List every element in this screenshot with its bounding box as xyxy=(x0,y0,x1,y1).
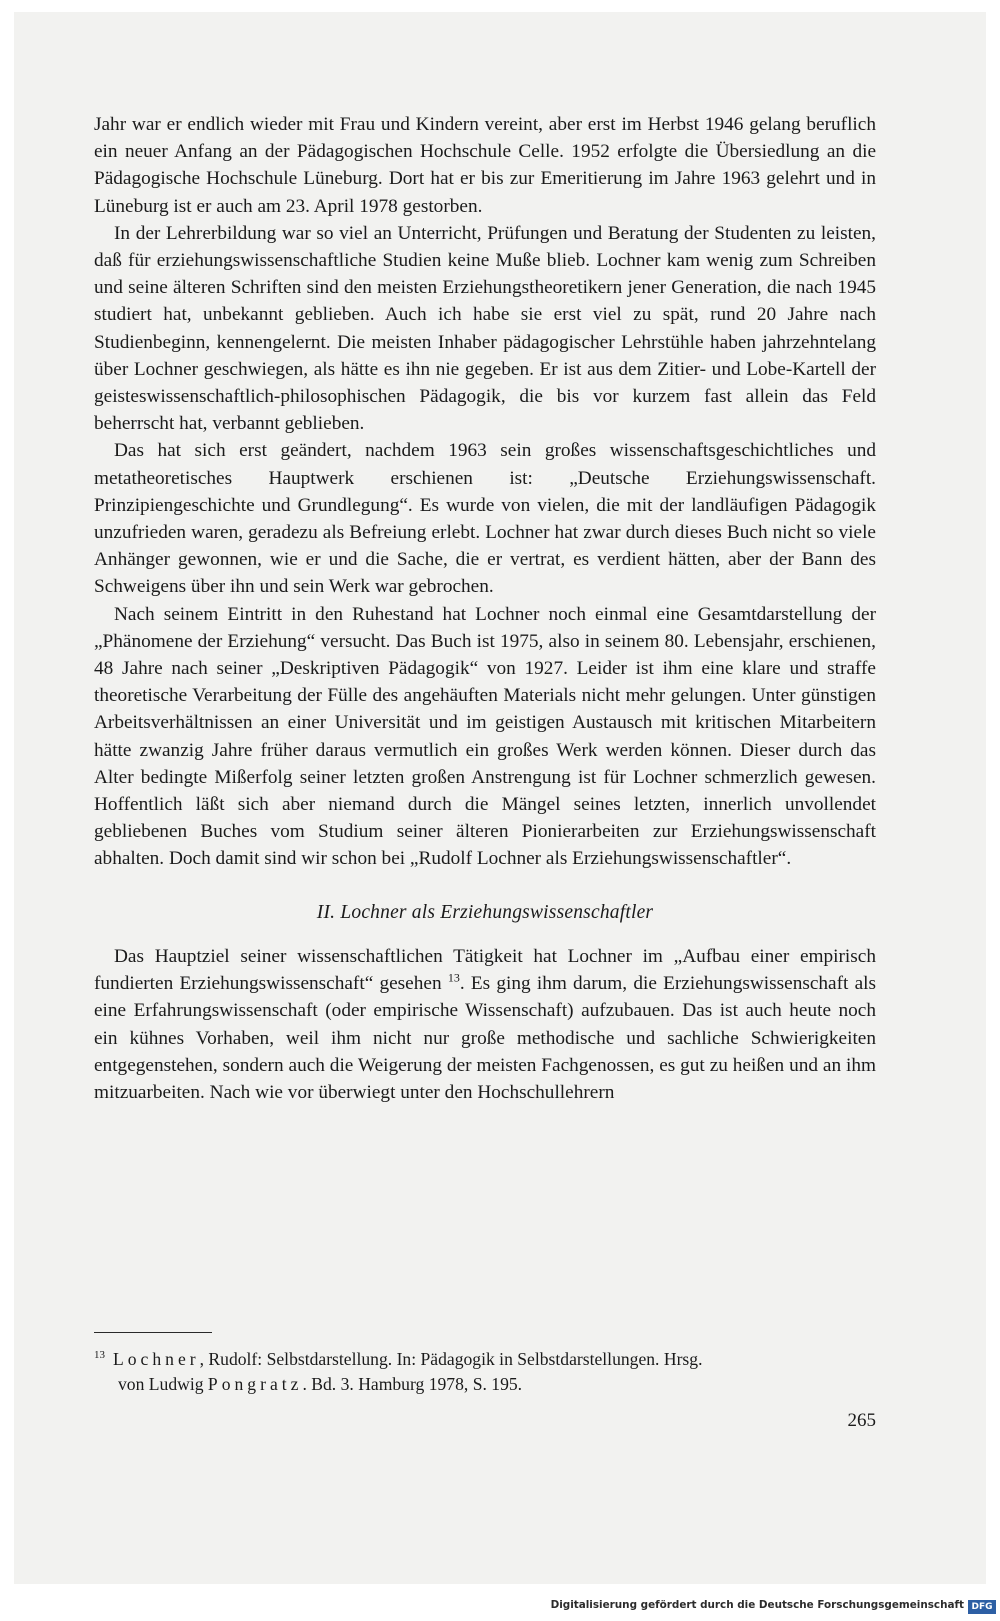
page-number: 265 xyxy=(847,1410,876,1431)
paragraph xyxy=(94,943,876,1106)
paragraph: Nach seinem Eintritt in den Ruhestand hat Lochner noch einmal eine Gesamtdarstellung der „Phänomene der Erziehung“ versucht. Das Buch ist 1975, also in seinem 80. Lebensjahr, erschienen, 48 Jahre nach seiner „Deskriptiven Pädagogik“ von 1927. Leider ist ihm eine klare und straffe theoretische Verarbeitung der Fülle des angehäuften Materials nicht mehr gelungen. Unter günstigen Arbeitsverhältnissen an einer Universität und im geistigen Austausch mit kritischen Mitarbeitern hätte zwanzig Jahre früher daraus vermutlich ein großes Werk werden können. Dieser durch das Alter bedingte Mißerfolg seiner letzten großen Anstrengung ist für Lochner schmerzlich gewesen. Hoffentlich läßt sich aber niemand durch die Mängel seines letzten, innerlich unvollendet gebliebenen Buches vom Studium seiner älteren Pionierarbeiten zur Erziehungswissenschaft abhalten. Doch damit sind wir schon bei „Rudolf Lochner als Erziehungswissenschaftler“. xyxy=(94,603,876,870)
paragraph: In der Lehrerbildung war so viel an Unterricht, Prüfungen und Beratung der Studenten zu leisten, daß für erziehungswissenschaftliche Studien keine Muße blieb. Lochner kam wenig zum Schreiben und seine älteren Schriften sind den meisten Erziehungstheoretikern jener Generation, die nach 1945 studiert hat, unbekannt geblieben. Auch ich habe sie erst viel zu spät, rund 20 Jahre nach Studienbeginn, kennengelernt. Die meisten Inhaber pädagogischer Lehrstühle haben jahrzehntelang über Lochner geschwiegen, als hätte es ihn nie gegeben. Er ist aus dem Zitier- und Lobe-Kartell der geisteswissenschaftlich-philosophischen Pädagogik, die bis vor kurzem fast allein das Feld beherrscht hat, verbannt geblieben. xyxy=(94,222,876,435)
footnote-text: . Bd. 3. Hamburg 1978, S. 195. xyxy=(302,1374,523,1394)
paragraph: Das hat sich erst geändert, nachdem 1963 sein großes wissenschaftsgeschichtliches und metatheoretisches Hauptwerk erschienen ist: „Deutsche Erziehungswissenschaft. Prinzipiengeschichte und Grundlegung“. Es wurde von vielen, die mit der landläufigen Pädagogik unzufrieden waren, geradezu als Befreiung erlebt. Lochner hat zwar durch dieses Buch nicht so viele Anhänger gewonnen, wie er und die Sache, die er vertrat, es verdient hätten, aber der Bann des Schweigens über ihn und sein Werk war gebrochen. xyxy=(94,440,876,598)
footnote-text: von Ludwig xyxy=(118,1374,208,1394)
paragraph-text: . Es ging ihm darum, die Erziehungswissenschaft als eine Erfahrungswissenschaft (oder empirische Wissenschaft) aufzubauen. Das ist auch heute noch ein kühnes Vorhaben, weil ihm nicht nur große methodische und sachliche Schwierigkeiten entgegenstehen, sondern auch die Weigerung der meisten Fachgenossen, es gut zu heißen und an ihm mitzuarbeiten. Nach wie vor überwiegt unter den Hochschullehrern xyxy=(94,973,877,1103)
main-text xyxy=(94,111,876,1106)
paragraph: Jahr war er endlich wieder mit Frau und Kindern vereint, aber erst im Herbst 1946 gelang beruflich ein neuer Anfang an der Pädagogischen Hochschule Celle. 1952 erfolgte die Übersiedlung an die Pädagogische Hochschule Lüneburg. Dort hat er bis zur Emeritierung im Jahre 1963 gelehrt und in Lüneburg ist er auch am 23. April 1978 gestorben. xyxy=(94,114,876,217)
section-heading: II. Lochner als Erziehungswissenschaftler xyxy=(316,901,654,923)
footnote xyxy=(94,1347,876,1397)
dfg-logo: DFG xyxy=(968,1600,996,1614)
footnote-line xyxy=(94,1372,876,1397)
digitization-footer xyxy=(0,1592,1000,1621)
paragraph-text: Das Hauptziel seiner wissenschaftlichen Tätigkeit hat Lochner im „Aufbau einer empirisch fundierten Erziehungswissenschaft“ gesehen xyxy=(94,945,876,995)
footnote-line xyxy=(94,1347,876,1372)
footnote-author: Lochner xyxy=(113,1349,200,1369)
book-page xyxy=(14,12,986,1584)
footnote-number: 13 xyxy=(94,1349,105,1362)
footnote-text: , Rudolf: Selbstdarstellung. In: Pädagogik in Selbstdarstellungen. Hrsg. xyxy=(199,1349,703,1369)
digitization-note: Digitalisierung gefördert durch die Deutsche Forschungsgemeinschaft xyxy=(550,1599,964,1611)
footnote-editor: Pongratz xyxy=(207,1374,303,1394)
footnote-divider xyxy=(94,1332,212,1333)
footnote-reference: 13 xyxy=(447,970,460,985)
